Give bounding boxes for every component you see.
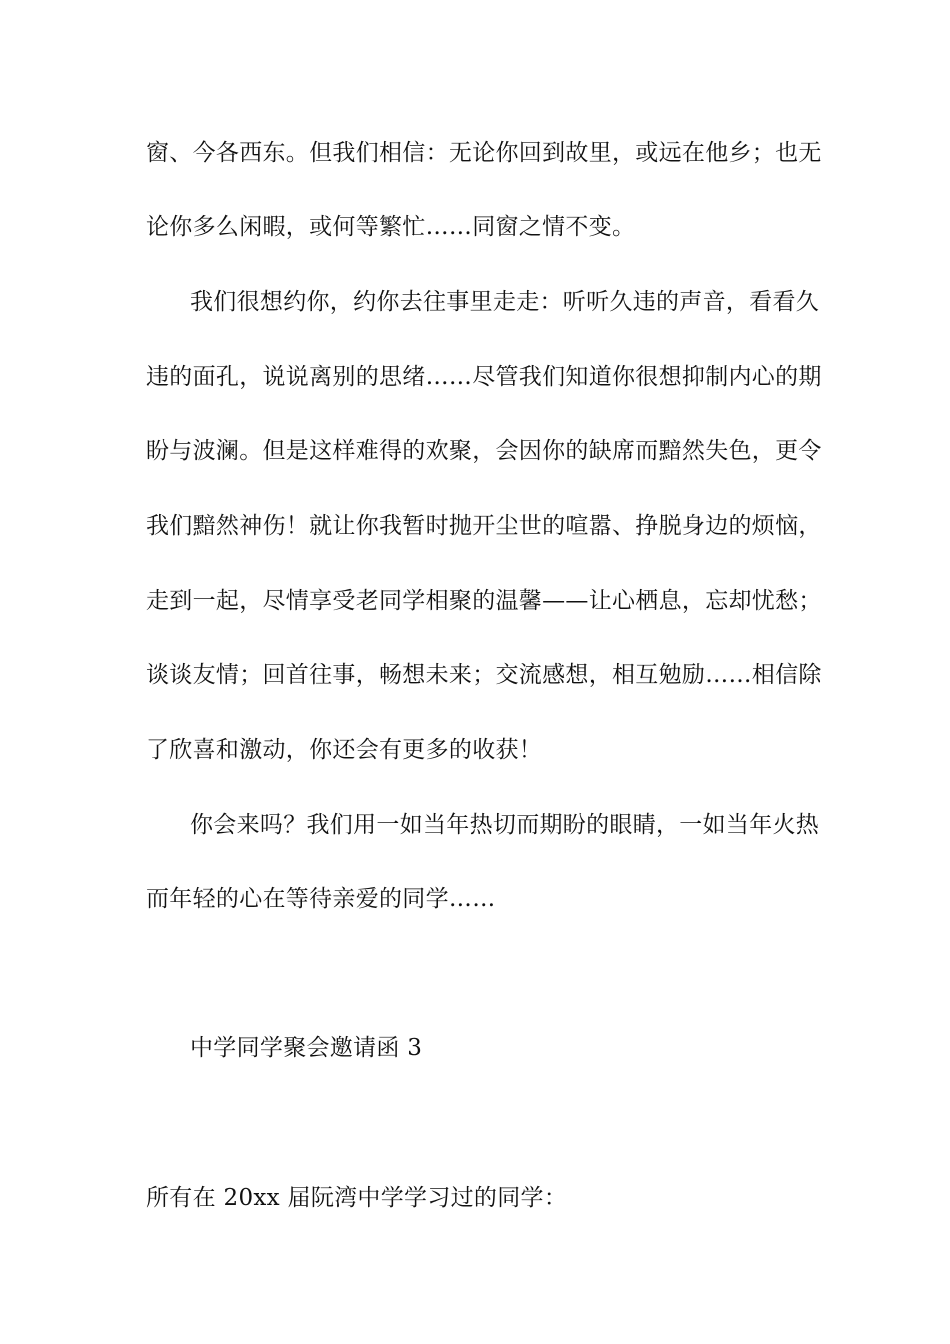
paragraph-line: 窗、今各西东。但我们相信：无论你回到故里，或远在他乡；也无 xyxy=(146,140,822,166)
paragraph-line: 盼与波澜。但是这样难得的欢聚，会因你的缺席而黯然失色，更令 xyxy=(146,438,822,464)
paragraph-line: 而年轻的心在等待亲爱的同学…… xyxy=(146,886,496,912)
paragraph-line: 我们黯然神伤！就让你我暂时抛开尘世的喧嚣、挣脱身边的烦恼， xyxy=(146,513,822,539)
paragraph-line: 论你多么闲暇，或何等繁忙……同窗之情不变。 xyxy=(146,214,636,240)
paragraph-line: 谈谈友情；回首往事，畅想未来；交流感想，相互勉励……相信除 xyxy=(146,662,822,688)
paragraph-line: 了欣喜和激动，你还会有更多的收获！ xyxy=(146,737,543,763)
salutation: 所有在 20xx 届阮湾中学学习过的同学： xyxy=(146,1185,568,1211)
paragraph-line: 违的面孔，说说离别的思绪……尽管我们知道你很想抑制内心的期 xyxy=(146,364,822,390)
paragraph-line: 我们很想约你，约你去往事里走走：听听久违的声音，看看久 xyxy=(190,289,820,315)
paragraph-line: 走到一起，尽情享受老同学相聚的温馨——让心栖息，忘却忧愁； xyxy=(146,588,822,614)
section-title: 中学同学聚会邀请函 3 xyxy=(190,1035,423,1061)
paragraph-line: 你会来吗？我们用一如当年热切而期盼的眼睛，一如当年火热 xyxy=(190,812,820,838)
